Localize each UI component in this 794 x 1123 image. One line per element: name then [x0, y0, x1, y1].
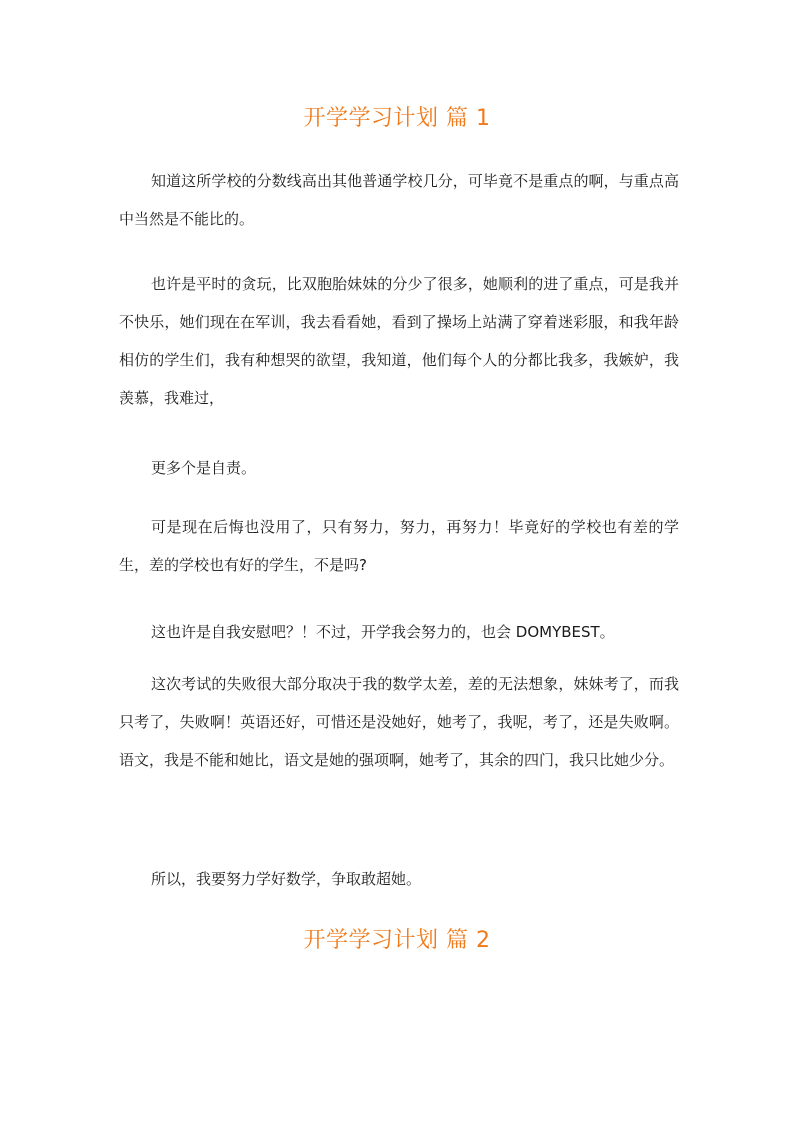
paragraph-5: 这也许是自我安慰吧？！不过，开学我会努力的，也会 DOMYBEST。: [151, 623, 615, 641]
paragraph-2: 也许是平时的贪玩，比双胞胎妹妹的分少了很多，她顺利的进了重点，可是我并不快乐，她们现在在军训，我去看看她，看到了操场上站满了穿着迷彩服，和我年龄相仿的学生们，我有种想哭的欲望，我知道，他们每个人的分都比我多，我嫉妒，我羡慕，我难过，: [119, 275, 679, 407]
section-heading-1: 开学学习计划 篇 1: [303, 106, 491, 131]
paragraph-3: 更多个是自责。: [151, 459, 257, 477]
section-heading-2: 开学学习计划 篇 2: [303, 928, 491, 953]
paragraph-4: 可是现在后悔也没用了，只有努力，努力，再努力！毕竟好的学校也有差的学生，差的学校也有好的学生，不是吗?: [119, 518, 679, 574]
paragraph-1: 知道这所学校的分数线高出其他普通学校几分，可毕竟不是重点的啊，与重点高中当然是不能比的。: [119, 172, 679, 228]
paragraph-7: 所以，我要努力学好数学，争取敢超她。: [151, 870, 422, 888]
paragraph-6: 这次考试的失败很大部分取决于我的数学太差，差的无法想象，妹妹考了，而我只考了，失败啊！英语还好，可惜还是没她好，她考了，我呢，考了，还是失败啊。语文，我是不能和她比，语文是她的强项啊，她考了，其余的四门，我只比她少分。: [119, 675, 679, 769]
